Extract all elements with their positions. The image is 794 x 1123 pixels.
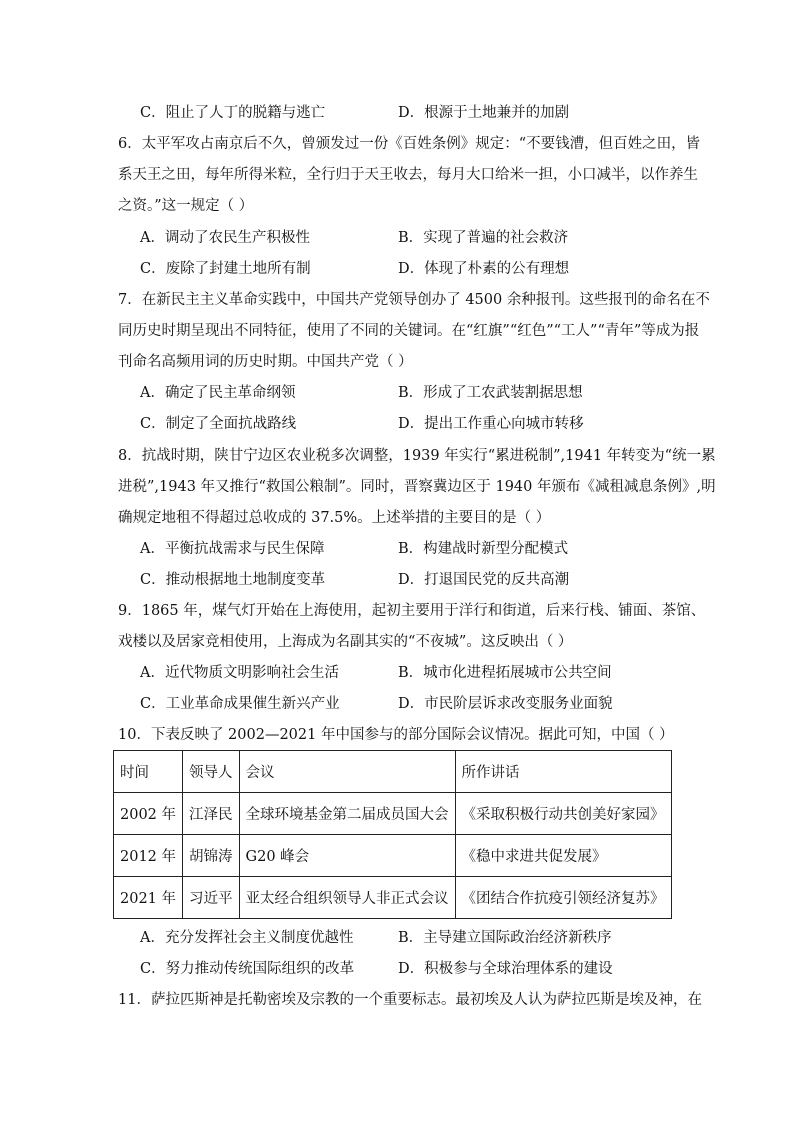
q8-stem-line-3: 确规定地租不得超过总收成的 37.5%。上述举措的主要目的是（ ） xyxy=(118,510,551,526)
q7-stem-line-2: 同历史时期呈现出不同特征，使用了不同的关键词。在“红旗”“红色”“工人”“青年”等成为报 xyxy=(118,323,700,339)
q6-option-d: D．体现了朴素的公有理想 xyxy=(398,261,570,277)
q6-stem-line-2: 系天王之田，每年所得米粒，全行归于天王收去，每月大口给米一担，小口减半，以作养生 xyxy=(118,167,698,183)
q7-stem-line-1: 7．在新民主主义革命实践中，中国共产党领导创办了 4500 余种报刊。这些报刊的命名在不 xyxy=(118,292,710,308)
table-cell: 全球环境基金第二届成员国大会 xyxy=(239,793,455,835)
q9-option-a: A．近代物质文明影响社会生活 xyxy=(140,665,339,681)
q6-option-c: C．废除了封建土地所有制 xyxy=(140,261,311,277)
table-cell: 胡锦涛 xyxy=(183,835,240,877)
table-header-cell: 时间 xyxy=(114,751,183,793)
table-cell: 《团结合作抗疫引领经济复苏》 xyxy=(455,877,671,919)
q5-option-d: D．根源于土地兼并的加剧 xyxy=(398,105,570,121)
table-row xyxy=(114,793,672,835)
q6-option-a: A．调动了农民生产积极性 xyxy=(140,230,310,246)
q7-option-a: A．确定了民主革命纲领 xyxy=(140,385,296,401)
q9-option-c: C．工业革命成果催生新兴产业 xyxy=(140,696,340,712)
q8-option-d: D．打退国民党的反共高潮 xyxy=(398,572,570,588)
q10-table xyxy=(113,750,672,919)
table-cell: 《采取积极行动共创美好家园》 xyxy=(455,793,671,835)
q10-option-d: D．积极参与全球治理体系的建设 xyxy=(398,961,613,977)
table-cell: 2021 年 xyxy=(114,877,183,919)
table-cell: 江泽民 xyxy=(183,793,240,835)
table-cell: 亚太经合组织领导人非正式会议 xyxy=(239,877,455,919)
q6-stem-line-3: 之资。”这一规定（ ） xyxy=(118,198,254,214)
table-row xyxy=(114,835,672,877)
q10-option-b: B．主导建立国际政治经济新秩序 xyxy=(398,930,612,946)
table-header-cell: 会议 xyxy=(239,751,455,793)
q8-option-b: B．构建战时新型分配模式 xyxy=(398,541,569,557)
q7-stem-line-3: 刊命名高频用词的历史时期。中国共产党（ ） xyxy=(118,354,413,370)
table-header-cell: 领导人 xyxy=(183,751,240,793)
q7-option-b: B．形成了工农武装割据思想 xyxy=(398,385,583,401)
q10-stem: 10．下表反映了 2002—2021 年中国参与的部分国际会议情况。据此可知，中国（ ） xyxy=(118,727,674,743)
q8-stem-line-1: 8．抗战时期，陕甘宁边区农业税多次调整，1939 年实行“累进税制”,1941 年转变为“统一累 xyxy=(118,448,716,464)
q8-stem-line-2: 进税”,1943 年又推行“救国公粮制”。同时，晋察冀边区于 1940 年颁布《减租减息条例》,明 xyxy=(118,479,716,495)
q8-option-c: C．推动根据地土地制度变革 xyxy=(140,572,326,588)
table-cell: 2002 年 xyxy=(114,793,183,835)
table-cell: 《稳中求进共促发展》 xyxy=(455,835,671,877)
q9-option-b: B．城市化进程拓展城市公共空间 xyxy=(398,665,612,681)
q9-stem-line-1: 9．1865 年，煤气灯开始在上海使用，起初主要用于洋行和街道，后来行栈、铺面、茶馆、 xyxy=(118,603,706,619)
table-cell: 习近平 xyxy=(183,877,240,919)
table-header-cell: 所作讲话 xyxy=(455,751,671,793)
q11-stem-line-1: 11．萨拉匹斯神是托勒密埃及宗教的一个重要标志。最初埃及人认为萨拉匹斯是埃及神，在 xyxy=(118,992,702,1008)
q6-stem-line-1: 6．太平军攻占南京后不久，曾颁发过一份《百姓条例》规定：“不要钱漕，但百姓之田，皆 xyxy=(118,136,701,152)
table-header-row xyxy=(114,751,672,793)
q5-option-c: C．阻止了人丁的脱籍与逃亡 xyxy=(140,105,326,121)
q7-option-d: D．提出工作重心向城市转移 xyxy=(398,416,584,432)
q9-stem-line-2: 戏楼以及居家竞相使用，上海成为名副其实的“不夜城”。这反映出（ ） xyxy=(118,634,573,650)
q10-option-c: C．努力推动传统国际组织的改革 xyxy=(140,961,355,977)
table-cell: 2012 年 xyxy=(114,835,183,877)
table-cell: G20 峰会 xyxy=(239,835,455,877)
q8-option-a: A．平衡抗战需求与民生保障 xyxy=(140,541,325,557)
q7-option-c: C．制定了全面抗战路线 xyxy=(140,416,297,432)
table-row xyxy=(114,877,672,919)
q6-option-b: B．实现了普遍的社会救济 xyxy=(398,230,569,246)
q9-option-d: D．市民阶层诉求改变服务业面貌 xyxy=(398,696,613,712)
q10-option-a: A．充分发挥社会主义制度优越性 xyxy=(140,930,354,946)
